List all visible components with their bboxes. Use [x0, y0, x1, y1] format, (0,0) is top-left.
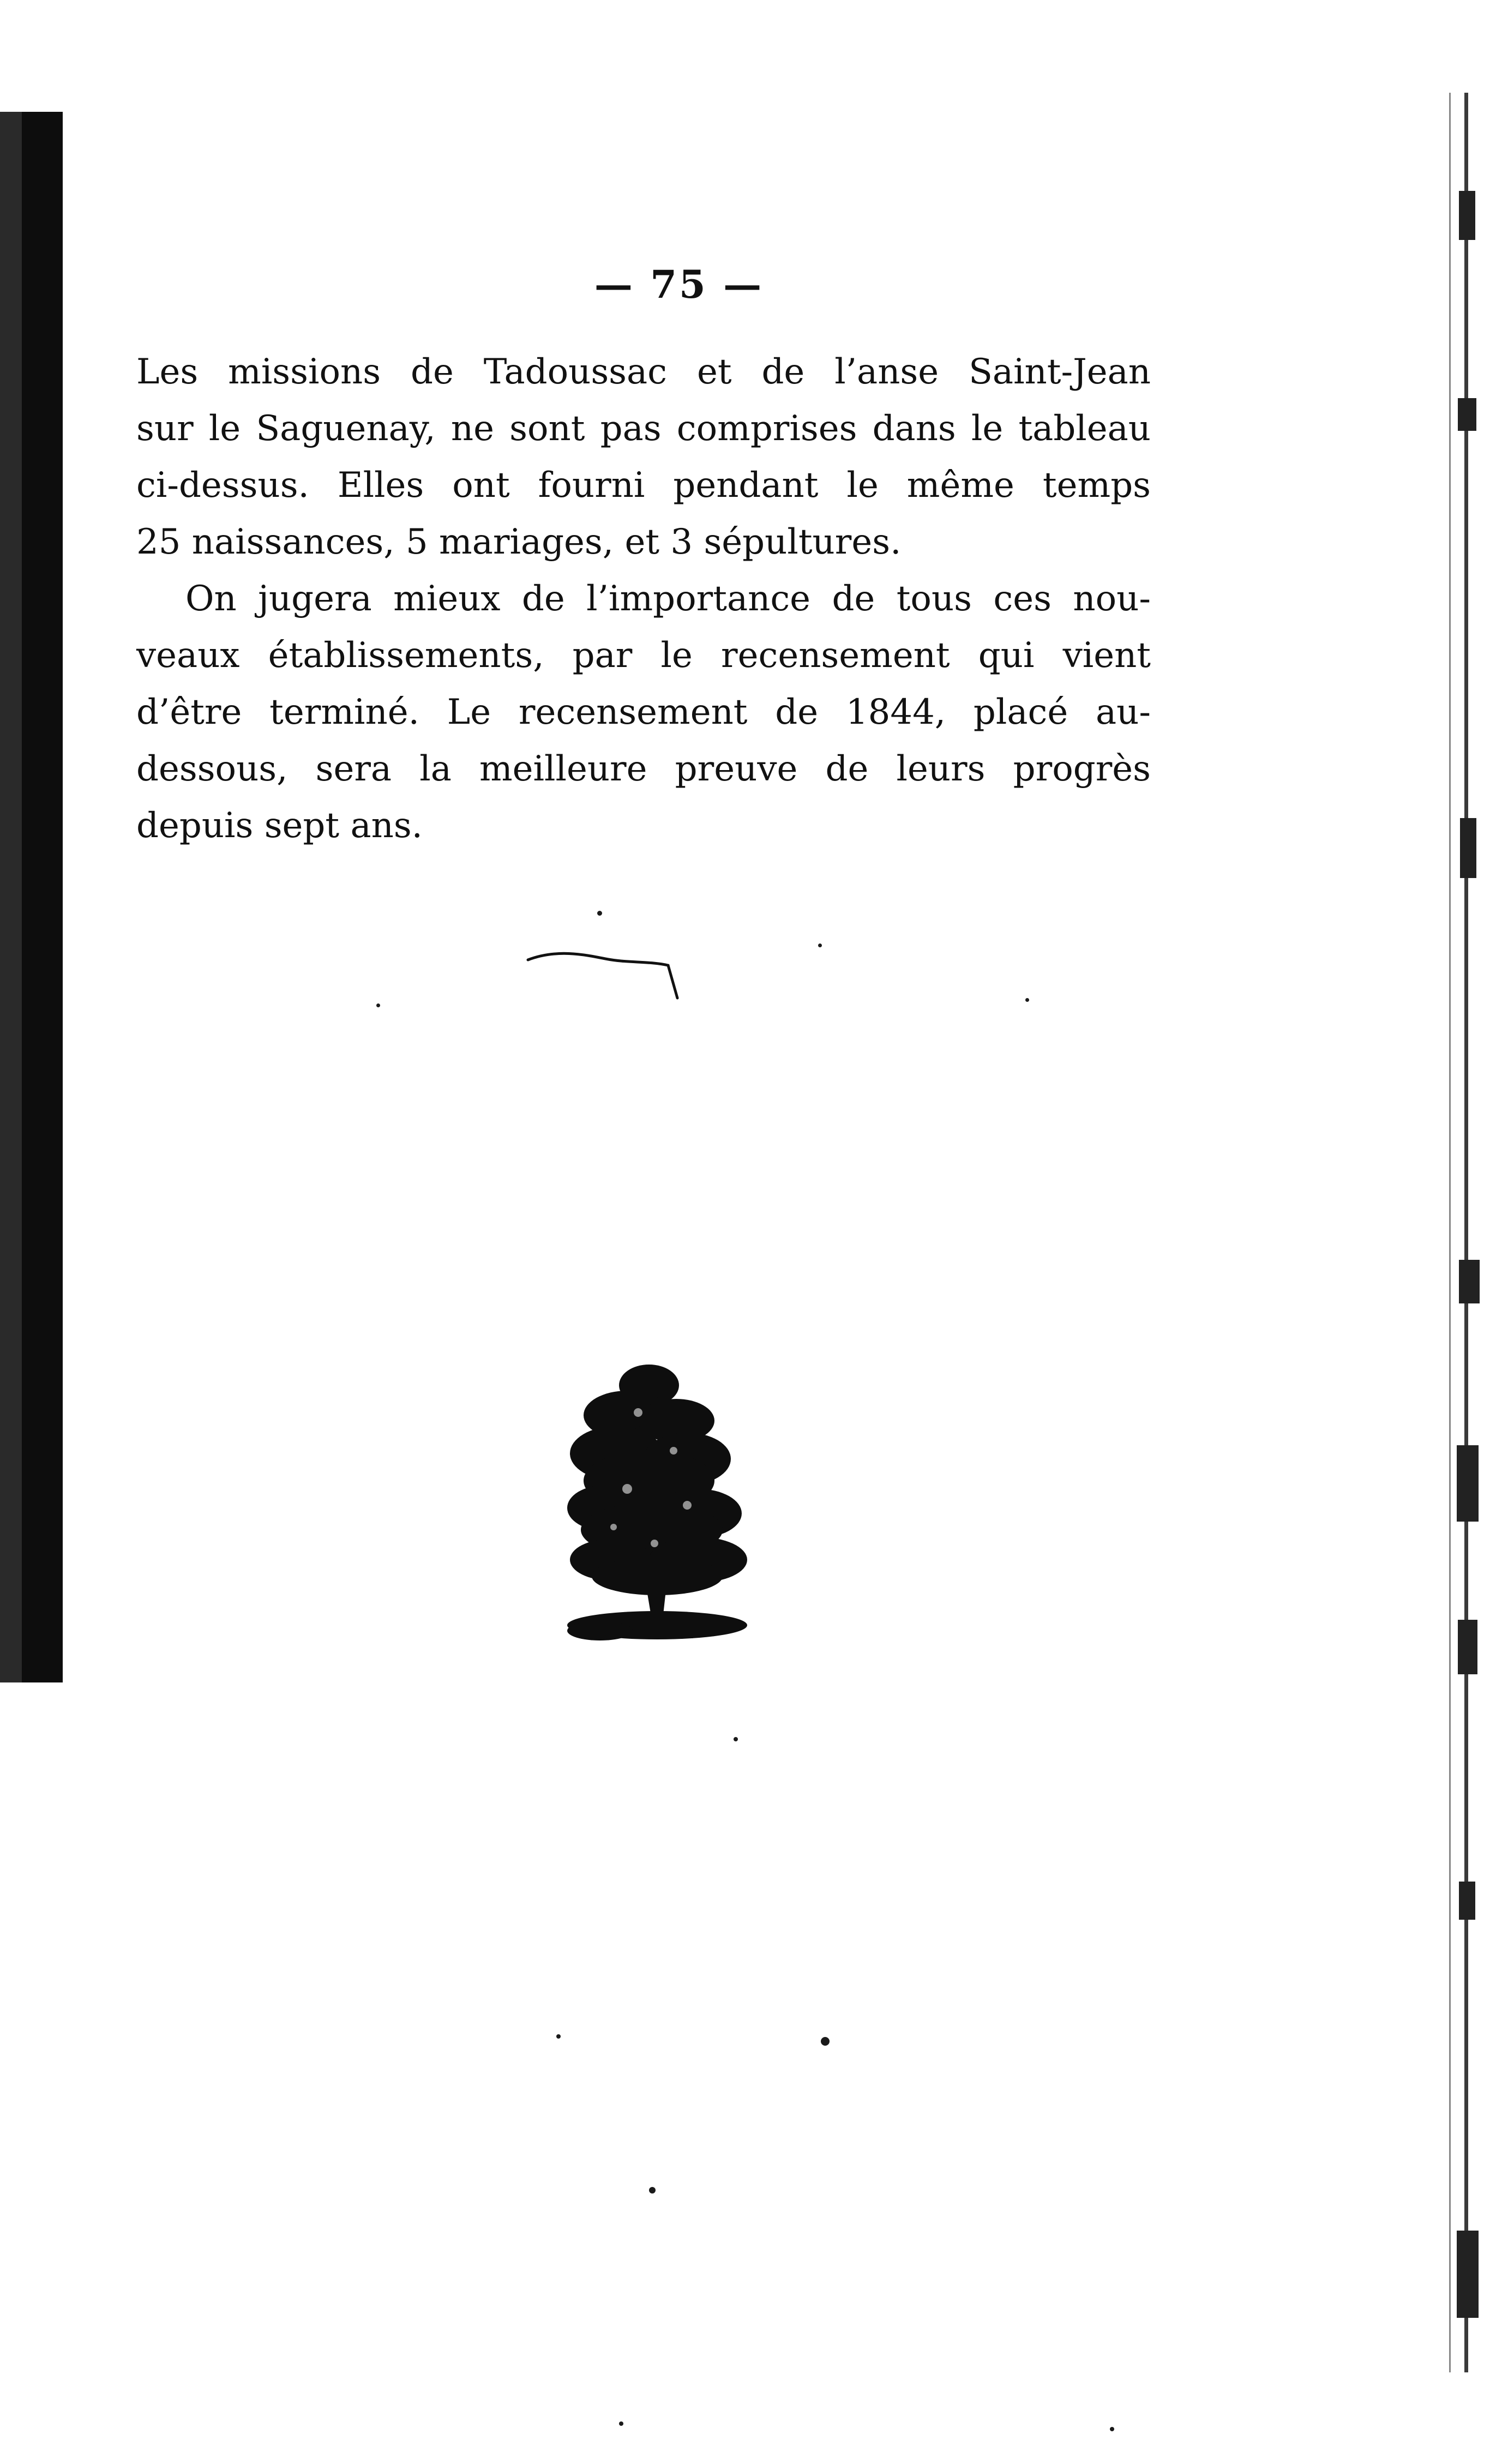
text-line: On jugera mieux de l’importance de tous ces nou-	[185, 579, 1151, 619]
edge-speck	[1460, 818, 1476, 878]
edge-speck	[1457, 2231, 1479, 2318]
page-number: — 75 —	[594, 262, 764, 307]
scan-page-edge	[1383, 93, 1508, 2438]
paragraph	[136, 570, 1151, 854]
text-line: veaux établissements, par le recensement qui vient	[136, 635, 1151, 676]
text-line: sur le Saguenay, ne sont pas comprises dans le tableau	[136, 408, 1151, 449]
paragraph	[136, 344, 1151, 570]
scan-speck	[556, 2034, 561, 2039]
scan-binding-edge	[0, 112, 22, 1682]
text-line: depuis sept ans.	[136, 806, 423, 846]
edge-speck	[1458, 398, 1476, 431]
scan-speck	[597, 911, 602, 916]
scan-speck	[821, 2037, 830, 2046]
edge-speck	[1459, 1882, 1475, 1920]
text-line: d’être terminé. Le recensement de 1844, placé au-	[136, 692, 1151, 732]
wavy-rule-ornament	[524, 949, 682, 1009]
scan-speck	[734, 1737, 738, 1741]
scan-speck	[619, 2421, 623, 2426]
scan-speck	[1025, 998, 1029, 1002]
edge-speck	[1458, 1620, 1477, 1674]
text-line: 25 naissances, 5 mariages, et 3 sépultures.	[136, 522, 902, 562]
text-line: dessous, sera la meilleure preuve de leurs progrès	[136, 749, 1151, 789]
page-edge-rule-thin	[1449, 93, 1451, 2372]
text-line: ci-dessus. Elles ont fourni pendant le même temps	[136, 465, 1151, 506]
page-edge-rule	[1464, 93, 1468, 2372]
edge-speck	[1459, 191, 1475, 240]
scan-speck	[649, 2187, 656, 2193]
tree-ornament	[562, 1363, 758, 1658]
scan-speck	[1110, 2427, 1114, 2431]
body-text	[136, 344, 1151, 854]
scan-speck	[818, 943, 822, 947]
edge-speck	[1459, 1260, 1480, 1303]
scan-speck	[376, 1003, 380, 1007]
edge-speck	[1457, 1445, 1479, 1522]
text-line: Les missions de Tadoussac et de l’anse Saint-Jean	[136, 352, 1151, 392]
